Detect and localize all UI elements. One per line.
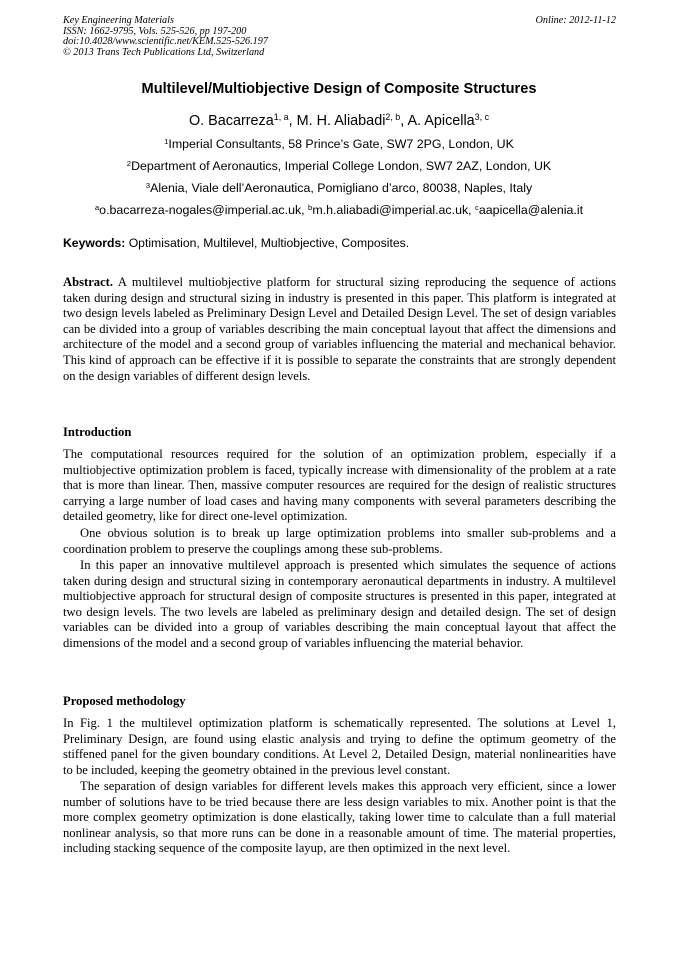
online-date: Online: 2012-11-12 — [535, 15, 616, 26]
author-name: O. Bacarreza — [188, 113, 274, 129]
author-name: A. Apicella — [407, 113, 475, 129]
doi-line: doi:10.4028/www.scientific.net/KEM.525-526.197 — [63, 36, 268, 48]
intro-paragraph-1: The computational resources required for the solution of an optimization problem, especially if a multiobjective optimization problem is faced, typically increase with dimensionality of the problem at a rate that is more than linear. Then, massive computer resources are required for the design of realistic structures carrying a large number of load cases and having many components with several parameters describing the detailed geometry, like for direct one-level optimization. — [63, 447, 616, 524]
email-link[interactable]: aapicella@alenia.it — [478, 203, 584, 217]
author-emails: $^a$o.bacarreza-nogales@imperial.ac.uk, $^b$m.h.aliabadi@imperial.ac.uk, $^c$aapicella@alenia.it — [94, 202, 584, 217]
affiliation-3: $^3$Alenia, Viale dell’Aeronautica, Pomigliano d’arco, 80038, Naples, Italy — [145, 180, 533, 195]
author-list: O. Bacarreza$^{1, a}$, M. H. Aliabadi$^{2, b}$, A. Apicella$^{3, c}$ — [188, 112, 490, 129]
journal-name: Key Engineering Materials — [63, 15, 174, 26]
intro-paragraph-2: One obvious solution is to break up large optimization problems into smaller sub-problems and a coordination problem to preserve the couplings among these sub-problems. — [63, 526, 616, 556]
abstract — [63, 275, 616, 384]
section-heading-methodology: Proposed methodology — [63, 694, 186, 708]
author-affiliation-mark: 3, c — [474, 112, 490, 123]
author-name: M. H. Aliabadi — [296, 113, 386, 129]
abstract-text: A multilevel multiobjective platform for structural sizing reproducing the sequence of actions taken during design and structural sizing in industry is presented in this paper. This platform is integrated at two design levels labeled as Preliminary Design Level and Detailed Design Level. The set of design variables can be divided into a group of variables describing the main conceptual layout that affect the dimensions and architecture of the model and a second group of variables influencing the material and mechanical behavior. This kind of approach can be effective if it is possible to separate the constraints that are strongly dependent on the design variables of different design levels. — [63, 275, 616, 383]
affiliation-1: $^1$Imperial Consultants, 58 Prince’s Gate, SW7 2PG, London, UK — [164, 136, 514, 151]
abstract-label: Abstract. — [63, 275, 114, 289]
keywords-text: Optimisation, Multilevel, Multiobjective, Composites. — [128, 236, 410, 250]
intro-paragraph-3: In this paper an innovative multilevel approach is presented which simulates the sequence of actions taken during design and structural sizing in contemporary aeronautical departments in industry. A multilevel multiobjective approach for structural design of composite structures is presented in this paper, integrated at two design levels. The two levels are labeled as preliminary design and detailed design. The set of design variables can be divided into a group of variables describing the main conceptual layout that affect the dimensions of the model and a second group of variables influencing the material behavior. — [63, 558, 616, 650]
author-affiliation-mark: 1, a — [273, 112, 289, 123]
methodology-paragraph-2: The separation of design variables for different levels makes this approach very efficient, since a lower number of solutions have to be tried because there are less design variables to mix. Another point is that the more complex geometry optimization is done elastically, taking lower time to calculate than a full material nonlinear analysis, so that more runs can be done in a reasonable amount of time. The material properties, including stacking sequence of the composite layup, are then optimized in the next level. — [63, 779, 616, 856]
email-link[interactable]: m.h.aliabadi@imperial.ac.uk — [312, 203, 469, 217]
copyright-line: © 2013 Trans Tech Publications Ltd, Switzerland — [63, 46, 265, 58]
author-affiliation-mark: 2, b — [385, 112, 401, 123]
issn-line: ISSN: 1662-9795, Vols. 525-526, pp 197-200 — [63, 25, 247, 37]
page-header — [63, 16, 616, 58]
keywords — [63, 236, 409, 250]
affiliation-2: $^2$Department of Aeronautics, Imperial College London, SW7 2AZ, London, UK — [126, 158, 552, 173]
paper-title: Multilevel/Multiobjective Design of Composite Structures — [141, 81, 537, 97]
section-heading-introduction: Introduction — [63, 425, 132, 439]
methodology-paragraph-1: In Fig. 1 the multilevel optimization platform is schematically represented. The solutions at Level 1, Preliminary Design, are found using elastic analysis and trying to define the optimum geometry of the stiffened panel for the given boundary conditions. At Level 2, Detailed Design, material nonlinearities have to be included, keeping the geometry obtained in the previous level constant. — [63, 716, 616, 777]
keywords-label: Keywords: — [63, 236, 126, 250]
email-link[interactable]: o.bacarreza-nogales@imperial.ac.uk — [99, 203, 302, 217]
